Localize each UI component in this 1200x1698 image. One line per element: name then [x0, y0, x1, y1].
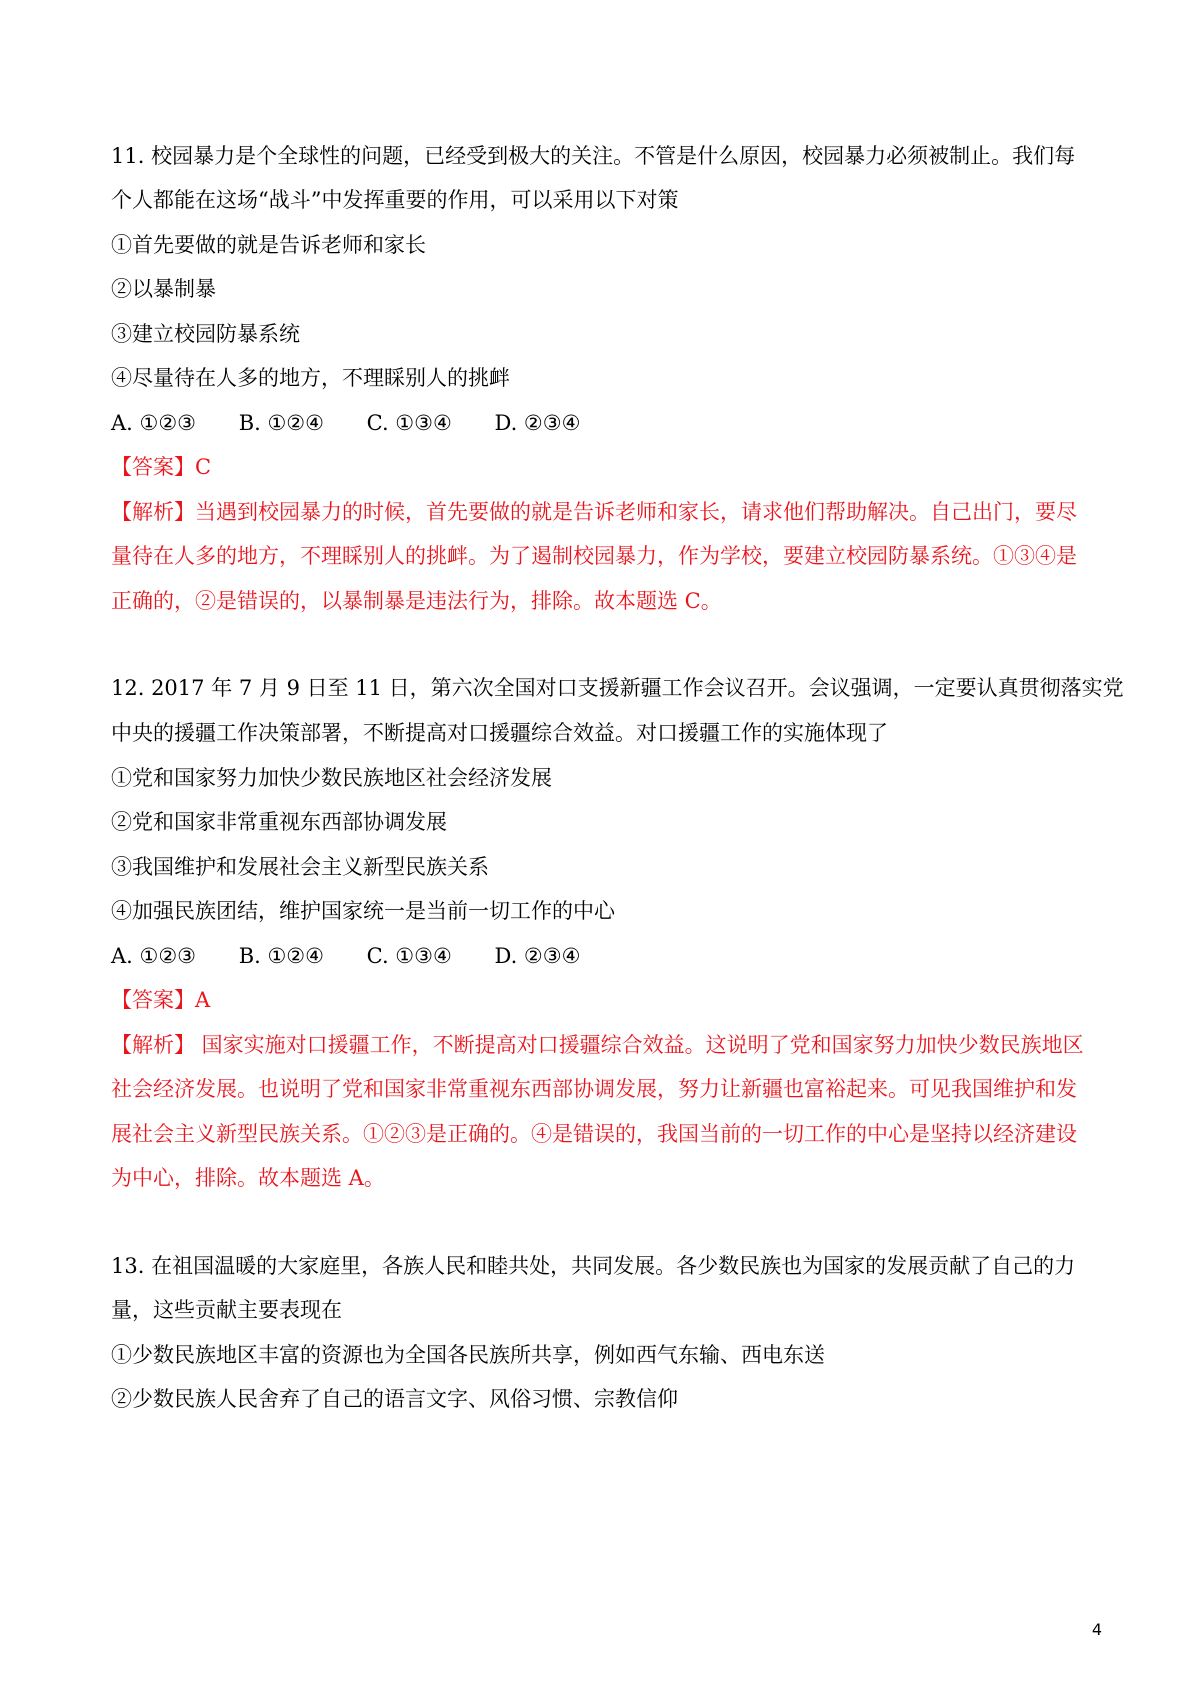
option-c: C. ①③④ — [366, 411, 452, 435]
question-12-stem-line-1: 12. 2017 年 7 月 9 日至 11 日，第六次全国对口支援新疆工作会议召开。会议强调，一定要认真贯彻落实党 — [111, 676, 1124, 700]
question-11-analysis-line-3: 正确的，②是错误的，以暴制暴是违法行为，排除。故本题选 C。 — [111, 589, 722, 613]
question-12-options — [111, 941, 616, 971]
question-12-analysis-line-3: 展社会主义新型民族关系。①②③是正确的。④是错误的，我国当前的一切工作的中心是坚持以经济建设 — [111, 1122, 1077, 1146]
question-11-statement-1: ①首先要做的就是告诉老师和家长 — [111, 233, 426, 257]
option-a: A. ①②③ — [111, 411, 196, 435]
question-12-stem-line-2: 中央的援疆工作决策部署，不断提高对口援疆综合效益。对口援疆工作的实施体现了 — [111, 721, 888, 745]
question-13-stem-line-2: 量，这些贡献主要表现在 — [111, 1298, 342, 1322]
option-d: D. ②③④ — [494, 944, 581, 968]
question-11-stem-line-2: 个人都能在这场“战斗”中发挥重要的作用，可以采用以下对策 — [111, 188, 679, 212]
question-11-statement-3: ③建立校园防暴系统 — [111, 322, 300, 346]
question-11-statement-2: ②以暴制暴 — [111, 277, 216, 301]
question-12-statement-2: ②党和国家非常重视东西部协调发展 — [111, 810, 447, 834]
question-11-answer: 【答案】C — [111, 455, 212, 479]
question-12-statement-4: ④加强民族团结，维护国家统一是当前一切工作的中心 — [111, 899, 615, 923]
page-number: 4 — [1091, 1620, 1102, 1639]
question-12-analysis-line-1: 【解析】 国家实施对口援疆工作，不断提高对口援疆综合效益。这说明了党和国家努力加快少数民族地区 — [111, 1033, 1084, 1057]
question-12-statement-3: ③我国维护和发展社会主义新型民族关系 — [111, 855, 489, 879]
option-b: B. ①②④ — [238, 411, 324, 435]
question-13-statement-2: ②少数民族人民舍弃了自己的语言文字、风俗习惯、宗教信仰 — [111, 1387, 678, 1411]
question-12-analysis-line-4: 为中心，排除。故本题选 A。 — [111, 1166, 385, 1190]
question-11-options — [111, 408, 616, 438]
option-b: B. ①②④ — [238, 944, 324, 968]
question-12-answer: 【答案】A — [111, 988, 211, 1012]
question-11-analysis-line-2: 量待在人多的地方，不理睬别人的挑衅。为了遏制校园暴力，作为学校，要建立校园防暴系统。①③④是 — [111, 544, 1077, 568]
question-12-statement-1: ①党和国家努力加快少数民族地区社会经济发展 — [111, 766, 552, 790]
question-11-statement-4: ④尽量待在人多的地方，不理睬别人的挑衅 — [111, 366, 510, 390]
question-12-analysis-line-2: 社会经济发展。也说明了党和国家非常重视东西部协调发展，努力让新疆也富裕起来。可见我国维护和发 — [111, 1077, 1077, 1101]
question-13-stem-line-1: 13. 在祖国温暖的大家庭里，各族人民和睦共处，共同发展。各少数民族也为国家的发展贡献了自己的力 — [111, 1254, 1076, 1278]
option-d: D. ②③④ — [494, 411, 581, 435]
option-a: A. ①②③ — [111, 944, 196, 968]
question-13-statement-1: ①少数民族地区丰富的资源也为全国各民族所共享，例如西气东输、西电东送 — [111, 1343, 825, 1367]
option-c: C. ①③④ — [366, 944, 452, 968]
question-11-stem-line-1: 11. 校园暴力是个全球性的问题，已经受到极大的关注。不管是什么原因，校园暴力必须被制止。我们每 — [111, 144, 1076, 168]
question-11-analysis-line-1: 【解析】当遇到校园暴力的时候，首先要做的就是告诉老师和家长，请求他们帮助解决。自己出门，要尽 — [111, 500, 1077, 524]
